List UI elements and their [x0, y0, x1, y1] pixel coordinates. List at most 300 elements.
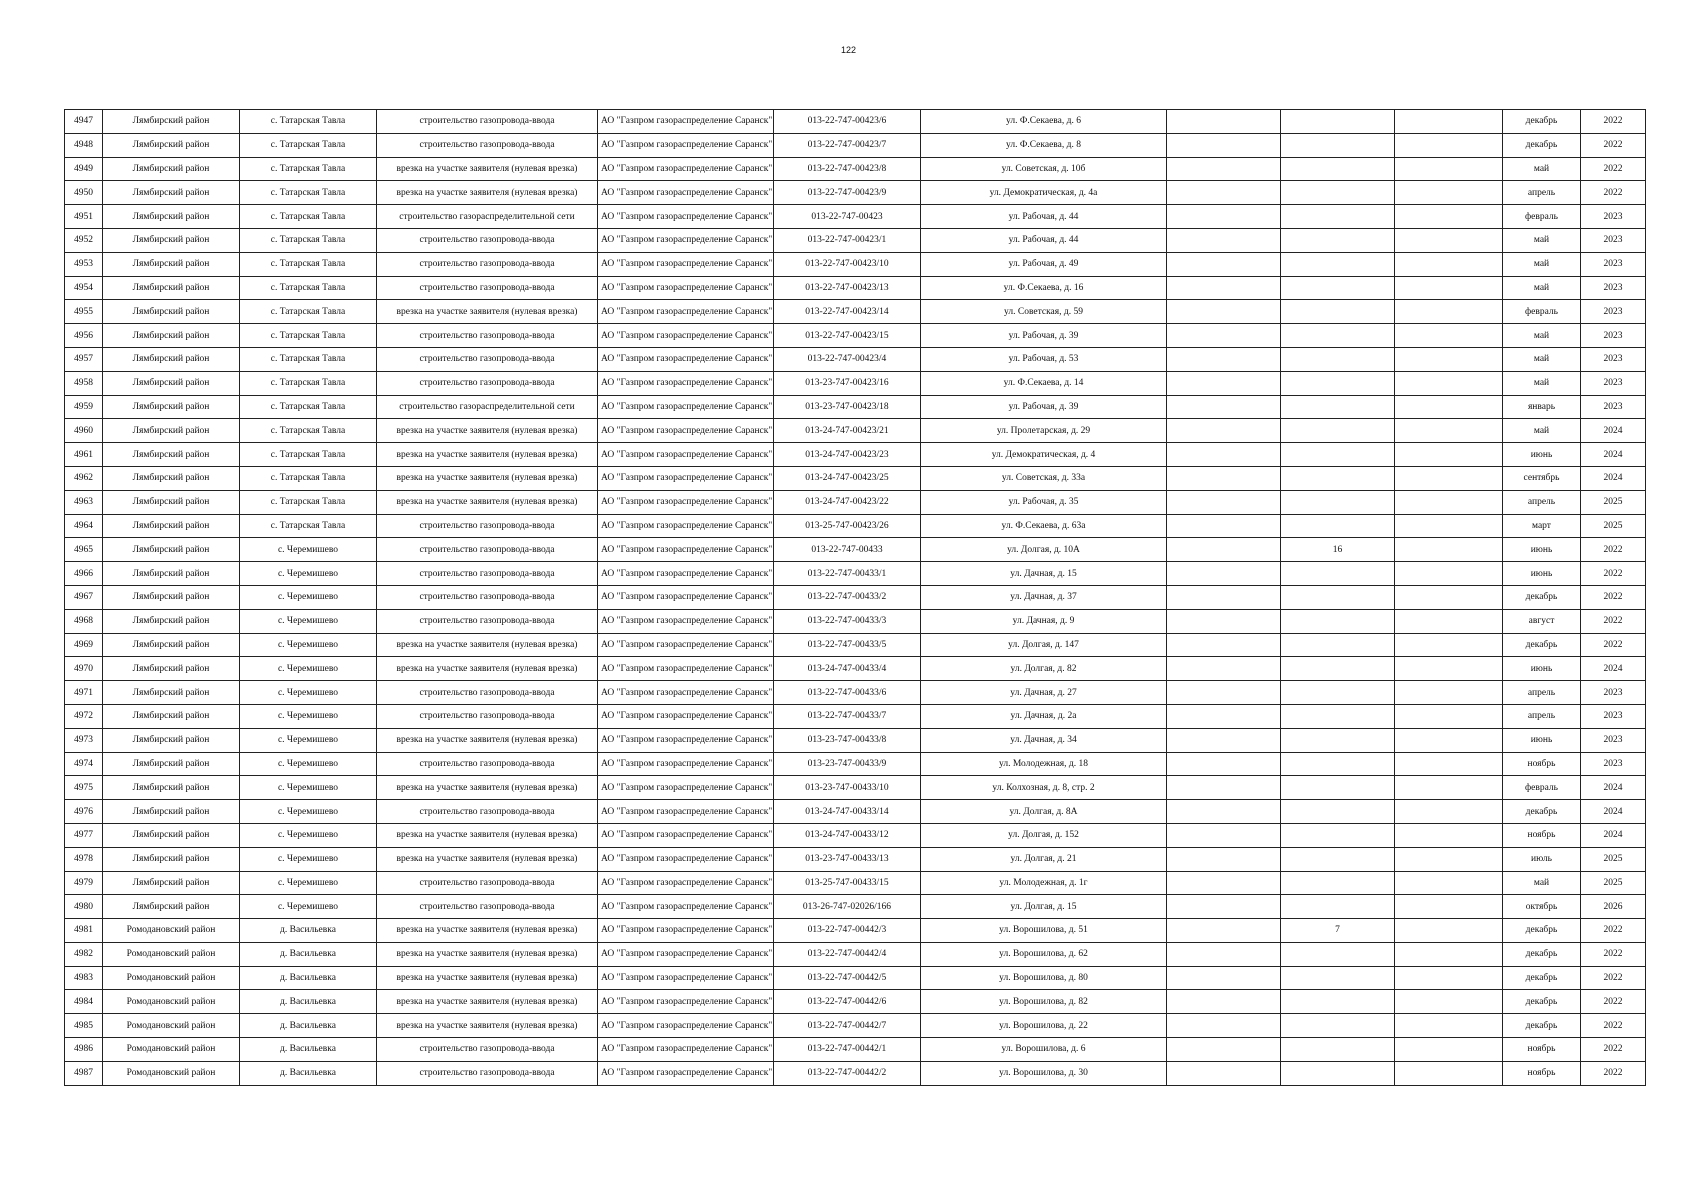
cell-district: Лямбирский район — [103, 895, 240, 919]
cell-month: февраль — [1503, 300, 1581, 324]
table-row — [65, 395, 1646, 419]
cell-contract-number: 013-24-747-00423/22 — [774, 490, 921, 514]
cell-organization: АО "Газпром газораспределение Саранск" — [598, 562, 774, 586]
cell-work-type: строительство газораспределительной сети — [377, 205, 598, 229]
cell-settlement: д. Васильевка — [240, 919, 377, 943]
cell-settlement: с. Татарская Тавла — [240, 466, 377, 490]
cell-extra-col-3 — [1395, 562, 1503, 586]
cell-district: Ромодановский район — [103, 990, 240, 1014]
cell-address: ул. Долгая, д. 147 — [921, 633, 1167, 657]
cell-month: июль — [1503, 847, 1581, 871]
cell-extra-col-2 — [1281, 1061, 1395, 1085]
cell-organization: АО "Газпром газораспределение Саранск" — [598, 443, 774, 467]
cell-work-type: врезка на участке заявителя (нулевая врезка) — [377, 966, 598, 990]
cell-contract-number: 013-25-747-00433/15 — [774, 871, 921, 895]
cell-month: апрель — [1503, 681, 1581, 705]
cell-month: июнь — [1503, 538, 1581, 562]
cell-month: июнь — [1503, 443, 1581, 467]
cell-address: ул. Молодежная, д. 1г — [921, 871, 1167, 895]
registry-table — [64, 109, 1646, 1086]
cell-year: 2025 — [1581, 871, 1646, 895]
cell-settlement: с. Татарская Тавла — [240, 395, 377, 419]
cell-extra-col-3 — [1395, 1061, 1503, 1085]
cell-extra-col-1 — [1167, 276, 1281, 300]
cell-extra-col-1 — [1167, 871, 1281, 895]
cell-district: Лямбирский район — [103, 514, 240, 538]
cell-contract-number: 013-22-747-00423/4 — [774, 347, 921, 371]
cell-extra-col-3 — [1395, 228, 1503, 252]
cell-work-type: врезка на участке заявителя (нулевая врезка) — [377, 990, 598, 1014]
cell-extra-col-3 — [1395, 252, 1503, 276]
cell-work-type: врезка на участке заявителя (нулевая врезка) — [377, 657, 598, 681]
cell-settlement: с. Татарская Тавла — [240, 133, 377, 157]
cell-extra-col-1 — [1167, 228, 1281, 252]
cell-month: декабрь — [1503, 919, 1581, 943]
cell-address: ул. Ворошилова, д. 30 — [921, 1061, 1167, 1085]
cell-work-type: строительство газопровода-ввода — [377, 538, 598, 562]
table-row — [65, 633, 1646, 657]
cell-month: май — [1503, 324, 1581, 348]
cell-row-number: 4982 — [65, 942, 103, 966]
cell-year: 2022 — [1581, 609, 1646, 633]
page-number: 122 — [840, 45, 857, 55]
cell-settlement: с. Татарская Тавла — [240, 371, 377, 395]
cell-settlement: с. Черемишево — [240, 562, 377, 586]
cell-contract-number: 013-22-747-00433/2 — [774, 585, 921, 609]
cell-year: 2022 — [1581, 1038, 1646, 1062]
cell-extra-col-3 — [1395, 752, 1503, 776]
cell-row-number: 4986 — [65, 1038, 103, 1062]
cell-row-number: 4955 — [65, 300, 103, 324]
cell-district: Ромодановский район — [103, 1061, 240, 1085]
cell-extra-col-3 — [1395, 300, 1503, 324]
cell-extra-col-2: 7 — [1281, 919, 1395, 943]
cell-month: июнь — [1503, 657, 1581, 681]
cell-contract-number: 013-23-747-00433/9 — [774, 752, 921, 776]
cell-year: 2023 — [1581, 728, 1646, 752]
cell-row-number: 4956 — [65, 324, 103, 348]
cell-extra-col-1 — [1167, 823, 1281, 847]
cell-extra-col-2 — [1281, 300, 1395, 324]
cell-extra-col-1 — [1167, 1038, 1281, 1062]
cell-month: август — [1503, 609, 1581, 633]
cell-work-type: строительство газопровода-ввода — [377, 252, 598, 276]
cell-extra-col-2 — [1281, 871, 1395, 895]
cell-address: ул. Долгая, д. 8А — [921, 800, 1167, 824]
cell-extra-col-1 — [1167, 252, 1281, 276]
cell-extra-col-2 — [1281, 752, 1395, 776]
cell-work-type: строительство газопровода-ввода — [377, 585, 598, 609]
cell-month: апрель — [1503, 490, 1581, 514]
cell-extra-col-2 — [1281, 324, 1395, 348]
cell-year: 2022 — [1581, 562, 1646, 586]
cell-work-type: врезка на участке заявителя (нулевая врезка) — [377, 823, 598, 847]
cell-organization: АО "Газпром газораспределение Саранск" — [598, 490, 774, 514]
cell-settlement: с. Черемишево — [240, 871, 377, 895]
cell-extra-col-3 — [1395, 847, 1503, 871]
cell-settlement: с. Черемишево — [240, 633, 377, 657]
cell-district: Лямбирский район — [103, 181, 240, 205]
cell-organization: АО "Газпром газораспределение Саранск" — [598, 871, 774, 895]
cell-month: декабрь — [1503, 633, 1581, 657]
cell-settlement: с. Татарская Тавла — [240, 443, 377, 467]
cell-extra-col-2 — [1281, 347, 1395, 371]
cell-row-number: 4973 — [65, 728, 103, 752]
table-row — [65, 800, 1646, 824]
cell-address: ул. Пролетарская, д. 29 — [921, 419, 1167, 443]
cell-extra-col-3 — [1395, 490, 1503, 514]
cell-organization: АО "Газпром газораспределение Саранск" — [598, 657, 774, 681]
cell-month: июнь — [1503, 728, 1581, 752]
cell-district: Ромодановский район — [103, 1038, 240, 1062]
cell-work-type: строительство газопровода-ввода — [377, 895, 598, 919]
cell-district: Лямбирский район — [103, 395, 240, 419]
cell-district: Лямбирский район — [103, 847, 240, 871]
cell-extra-col-1 — [1167, 657, 1281, 681]
cell-settlement: д. Васильевка — [240, 1014, 377, 1038]
cell-year: 2025 — [1581, 847, 1646, 871]
cell-year: 2022 — [1581, 110, 1646, 134]
cell-extra-col-2 — [1281, 228, 1395, 252]
cell-row-number: 4987 — [65, 1061, 103, 1085]
cell-extra-col-1 — [1167, 752, 1281, 776]
table-row — [65, 300, 1646, 324]
cell-month: декабрь — [1503, 585, 1581, 609]
cell-organization: АО "Газпром газораспределение Саранск" — [598, 704, 774, 728]
cell-extra-col-2 — [1281, 657, 1395, 681]
cell-contract-number: 013-22-747-00433/6 — [774, 681, 921, 705]
cell-work-type: строительство газопровода-ввода — [377, 228, 598, 252]
cell-address: ул. Ворошилова, д. 80 — [921, 966, 1167, 990]
cell-year: 2024 — [1581, 443, 1646, 467]
cell-contract-number: 013-22-747-00423/13 — [774, 276, 921, 300]
cell-settlement: с. Татарская Тавла — [240, 157, 377, 181]
cell-district: Лямбирский район — [103, 823, 240, 847]
table-row — [65, 942, 1646, 966]
cell-settlement: д. Васильевка — [240, 990, 377, 1014]
cell-address: ул. Ворошилова, д. 62 — [921, 942, 1167, 966]
cell-work-type: строительство газопровода-ввода — [377, 1061, 598, 1085]
table-row — [65, 681, 1646, 705]
cell-extra-col-1 — [1167, 181, 1281, 205]
cell-extra-col-3 — [1395, 538, 1503, 562]
cell-district: Лямбирский район — [103, 324, 240, 348]
cell-address: ул. Рабочая, д. 44 — [921, 228, 1167, 252]
cell-extra-col-1 — [1167, 110, 1281, 134]
cell-settlement: с. Черемишево — [240, 847, 377, 871]
cell-district: Лямбирский район — [103, 347, 240, 371]
cell-work-type: строительство газопровода-ввода — [377, 514, 598, 538]
cell-settlement: с. Черемишево — [240, 585, 377, 609]
cell-contract-number: 013-22-747-00442/7 — [774, 1014, 921, 1038]
cell-year: 2025 — [1581, 490, 1646, 514]
cell-month: ноябрь — [1503, 823, 1581, 847]
cell-row-number: 4966 — [65, 562, 103, 586]
cell-settlement: с. Татарская Тавла — [240, 205, 377, 229]
table-row — [65, 371, 1646, 395]
cell-work-type: врезка на участке заявителя (нулевая врезка) — [377, 942, 598, 966]
cell-settlement: д. Васильевка — [240, 966, 377, 990]
cell-year: 2022 — [1581, 1014, 1646, 1038]
cell-organization: АО "Газпром газораспределение Саранск" — [598, 466, 774, 490]
cell-address: ул. Ф.Секаева, д. 8 — [921, 133, 1167, 157]
cell-contract-number: 013-22-747-00433/5 — [774, 633, 921, 657]
cell-district: Лямбирский район — [103, 633, 240, 657]
cell-extra-col-3 — [1395, 871, 1503, 895]
cell-extra-col-1 — [1167, 728, 1281, 752]
cell-district: Лямбирский район — [103, 538, 240, 562]
cell-extra-col-1 — [1167, 633, 1281, 657]
cell-organization: АО "Газпром газораспределение Саранск" — [598, 205, 774, 229]
cell-district: Лямбирский район — [103, 490, 240, 514]
cell-extra-col-2 — [1281, 966, 1395, 990]
cell-year: 2022 — [1581, 585, 1646, 609]
cell-row-number: 4959 — [65, 395, 103, 419]
table-row — [65, 871, 1646, 895]
cell-contract-number: 013-22-747-00442/1 — [774, 1038, 921, 1062]
cell-address: ул. Ф.Секаева, д. 63а — [921, 514, 1167, 538]
cell-contract-number: 013-24-747-00433/14 — [774, 800, 921, 824]
cell-year: 2023 — [1581, 347, 1646, 371]
cell-contract-number: 013-23-747-00423/16 — [774, 371, 921, 395]
table-row — [65, 585, 1646, 609]
cell-work-type: строительство газопровода-ввода — [377, 681, 598, 705]
cell-year: 2023 — [1581, 704, 1646, 728]
cell-address: ул. Рабочая, д. 39 — [921, 324, 1167, 348]
cell-work-type: строительство газопровода-ввода — [377, 110, 598, 134]
cell-contract-number: 013-22-747-00442/3 — [774, 919, 921, 943]
cell-extra-col-2 — [1281, 443, 1395, 467]
cell-row-number: 4967 — [65, 585, 103, 609]
cell-address: ул. Молодежная, д. 18 — [921, 752, 1167, 776]
cell-contract-number: 013-22-747-00442/5 — [774, 966, 921, 990]
cell-address: ул. Дачная, д. 34 — [921, 728, 1167, 752]
cell-address: ул. Ф.Секаева, д. 16 — [921, 276, 1167, 300]
cell-contract-number: 013-24-747-00423/23 — [774, 443, 921, 467]
cell-month: декабрь — [1503, 966, 1581, 990]
table-row — [65, 704, 1646, 728]
cell-extra-col-2 — [1281, 823, 1395, 847]
cell-year: 2024 — [1581, 657, 1646, 681]
table-row — [65, 728, 1646, 752]
cell-organization: АО "Газпром газораспределение Саранск" — [598, 324, 774, 348]
cell-address: ул. Советская, д. 59 — [921, 300, 1167, 324]
cell-address: ул. Советская, д. 33а — [921, 466, 1167, 490]
cell-extra-col-2 — [1281, 205, 1395, 229]
cell-extra-col-3 — [1395, 371, 1503, 395]
cell-organization: АО "Газпром газораспределение Саранск" — [598, 538, 774, 562]
cell-extra-col-2 — [1281, 157, 1395, 181]
table-row — [65, 538, 1646, 562]
table-row — [65, 514, 1646, 538]
cell-address: ул. Дачная, д. 2а — [921, 704, 1167, 728]
cell-month: декабрь — [1503, 800, 1581, 824]
cell-row-number: 4949 — [65, 157, 103, 181]
cell-contract-number: 013-22-747-00442/6 — [774, 990, 921, 1014]
cell-extra-col-1 — [1167, 800, 1281, 824]
cell-settlement: д. Васильевка — [240, 1061, 377, 1085]
cell-contract-number: 013-22-747-00442/2 — [774, 1061, 921, 1085]
cell-month: ноябрь — [1503, 1038, 1581, 1062]
cell-year: 2023 — [1581, 228, 1646, 252]
cell-district: Ромодановский район — [103, 942, 240, 966]
cell-contract-number: 013-22-747-00423/6 — [774, 110, 921, 134]
table-row — [65, 895, 1646, 919]
cell-address: ул. Долгая, д. 10А — [921, 538, 1167, 562]
cell-organization: АО "Газпром газораспределение Саранск" — [598, 300, 774, 324]
cell-work-type: строительство газопровода-ввода — [377, 609, 598, 633]
cell-extra-col-2: 16 — [1281, 538, 1395, 562]
cell-year: 2023 — [1581, 252, 1646, 276]
cell-work-type: строительство газопровода-ввода — [377, 133, 598, 157]
cell-settlement: с. Татарская Тавла — [240, 300, 377, 324]
cell-month: февраль — [1503, 205, 1581, 229]
cell-organization: АО "Газпром газораспределение Саранск" — [598, 419, 774, 443]
cell-month: май — [1503, 871, 1581, 895]
cell-row-number: 4947 — [65, 110, 103, 134]
cell-settlement: с. Татарская Тавла — [240, 347, 377, 371]
cell-row-number: 4953 — [65, 252, 103, 276]
cell-extra-col-2 — [1281, 681, 1395, 705]
cell-row-number: 4978 — [65, 847, 103, 871]
cell-address: ул. Долгая, д. 15 — [921, 895, 1167, 919]
cell-organization: АО "Газпром газораспределение Саранск" — [598, 609, 774, 633]
cell-extra-col-3 — [1395, 657, 1503, 681]
cell-settlement: с. Черемишево — [240, 776, 377, 800]
cell-extra-col-1 — [1167, 585, 1281, 609]
cell-extra-col-1 — [1167, 490, 1281, 514]
cell-extra-col-1 — [1167, 324, 1281, 348]
cell-year: 2022 — [1581, 538, 1646, 562]
cell-extra-col-1 — [1167, 609, 1281, 633]
cell-work-type: врезка на участке заявителя (нулевая врезка) — [377, 466, 598, 490]
cell-extra-col-3 — [1395, 633, 1503, 657]
cell-row-number: 4969 — [65, 633, 103, 657]
cell-address: ул. Ворошилова, д. 82 — [921, 990, 1167, 1014]
cell-extra-col-1 — [1167, 419, 1281, 443]
cell-extra-col-1 — [1167, 847, 1281, 871]
cell-extra-col-3 — [1395, 181, 1503, 205]
cell-year: 2023 — [1581, 752, 1646, 776]
cell-organization: АО "Газпром газораспределение Саранск" — [598, 157, 774, 181]
cell-row-number: 4948 — [65, 133, 103, 157]
cell-year: 2022 — [1581, 157, 1646, 181]
cell-year: 2023 — [1581, 205, 1646, 229]
cell-address: ул. Дачная, д. 15 — [921, 562, 1167, 586]
cell-work-type: врезка на участке заявителя (нулевая врезка) — [377, 1014, 598, 1038]
cell-year: 2023 — [1581, 300, 1646, 324]
cell-extra-col-3 — [1395, 990, 1503, 1014]
cell-work-type: строительство газораспределительной сети — [377, 395, 598, 419]
cell-extra-col-1 — [1167, 205, 1281, 229]
cell-extra-col-2 — [1281, 704, 1395, 728]
cell-extra-col-1 — [1167, 895, 1281, 919]
table-row — [65, 181, 1646, 205]
cell-work-type: врезка на участке заявителя (нулевая врезка) — [377, 443, 598, 467]
cell-extra-col-1 — [1167, 681, 1281, 705]
cell-month: октябрь — [1503, 895, 1581, 919]
cell-contract-number: 013-22-747-00433 — [774, 538, 921, 562]
cell-month: апрель — [1503, 704, 1581, 728]
cell-district: Лямбирский район — [103, 443, 240, 467]
cell-year: 2023 — [1581, 371, 1646, 395]
cell-row-number: 4961 — [65, 443, 103, 467]
cell-month: май — [1503, 347, 1581, 371]
cell-organization: АО "Газпром газораспределение Саранск" — [598, 585, 774, 609]
cell-extra-col-2 — [1281, 395, 1395, 419]
cell-organization: АО "Газпром газораспределение Саранск" — [598, 776, 774, 800]
cell-contract-number: 013-24-747-00433/4 — [774, 657, 921, 681]
cell-address: ул. Колхозная, д. 8, стр. 2 — [921, 776, 1167, 800]
cell-extra-col-3 — [1395, 324, 1503, 348]
cell-settlement: с. Татарская Тавла — [240, 181, 377, 205]
cell-extra-col-2 — [1281, 942, 1395, 966]
cell-extra-col-2 — [1281, 110, 1395, 134]
cell-address: ул. Рабочая, д. 53 — [921, 347, 1167, 371]
cell-address: ул. Рабочая, д. 49 — [921, 252, 1167, 276]
cell-year: 2026 — [1581, 895, 1646, 919]
cell-month: май — [1503, 157, 1581, 181]
table-row — [65, 823, 1646, 847]
cell-year: 2022 — [1581, 966, 1646, 990]
cell-extra-col-1 — [1167, 1061, 1281, 1085]
cell-district: Лямбирский район — [103, 205, 240, 229]
table-row — [65, 466, 1646, 490]
cell-work-type: врезка на участке заявителя (нулевая врезка) — [377, 419, 598, 443]
cell-extra-col-2 — [1281, 800, 1395, 824]
table-row — [65, 157, 1646, 181]
cell-organization: АО "Газпром газораспределение Саранск" — [598, 252, 774, 276]
cell-row-number: 4979 — [65, 871, 103, 895]
cell-extra-col-1 — [1167, 443, 1281, 467]
cell-settlement: с. Черемишево — [240, 609, 377, 633]
table-row — [65, 205, 1646, 229]
cell-district: Лямбирский район — [103, 419, 240, 443]
cell-work-type: врезка на участке заявителя (нулевая врезка) — [377, 300, 598, 324]
cell-row-number: 4975 — [65, 776, 103, 800]
cell-organization: АО "Газпром газораспределение Саранск" — [598, 728, 774, 752]
cell-month: декабрь — [1503, 110, 1581, 134]
cell-settlement: с. Татарская Тавла — [240, 514, 377, 538]
cell-extra-col-3 — [1395, 919, 1503, 943]
cell-contract-number: 013-22-747-00423/1 — [774, 228, 921, 252]
cell-extra-col-2 — [1281, 490, 1395, 514]
cell-extra-col-3 — [1395, 895, 1503, 919]
cell-year: 2022 — [1581, 919, 1646, 943]
cell-extra-col-3 — [1395, 157, 1503, 181]
cell-month: сентябрь — [1503, 466, 1581, 490]
cell-district: Лямбирский район — [103, 562, 240, 586]
cell-district: Лямбирский район — [103, 681, 240, 705]
cell-year: 2022 — [1581, 133, 1646, 157]
cell-settlement: с. Черемишево — [240, 704, 377, 728]
cell-extra-col-1 — [1167, 371, 1281, 395]
cell-settlement: с. Черемишево — [240, 538, 377, 562]
cell-address: ул. Долгая, д. 152 — [921, 823, 1167, 847]
cell-month: май — [1503, 371, 1581, 395]
cell-extra-col-3 — [1395, 514, 1503, 538]
table-row — [65, 919, 1646, 943]
table-row — [65, 1061, 1646, 1085]
cell-address: ул. Ворошилова, д. 51 — [921, 919, 1167, 943]
cell-extra-col-1 — [1167, 466, 1281, 490]
cell-organization: АО "Газпром газораспределение Саранск" — [598, 942, 774, 966]
cell-extra-col-1 — [1167, 347, 1281, 371]
cell-organization: АО "Газпром газораспределение Саранск" — [598, 823, 774, 847]
cell-month: май — [1503, 276, 1581, 300]
cell-district: Лямбирский район — [103, 871, 240, 895]
cell-row-number: 4970 — [65, 657, 103, 681]
